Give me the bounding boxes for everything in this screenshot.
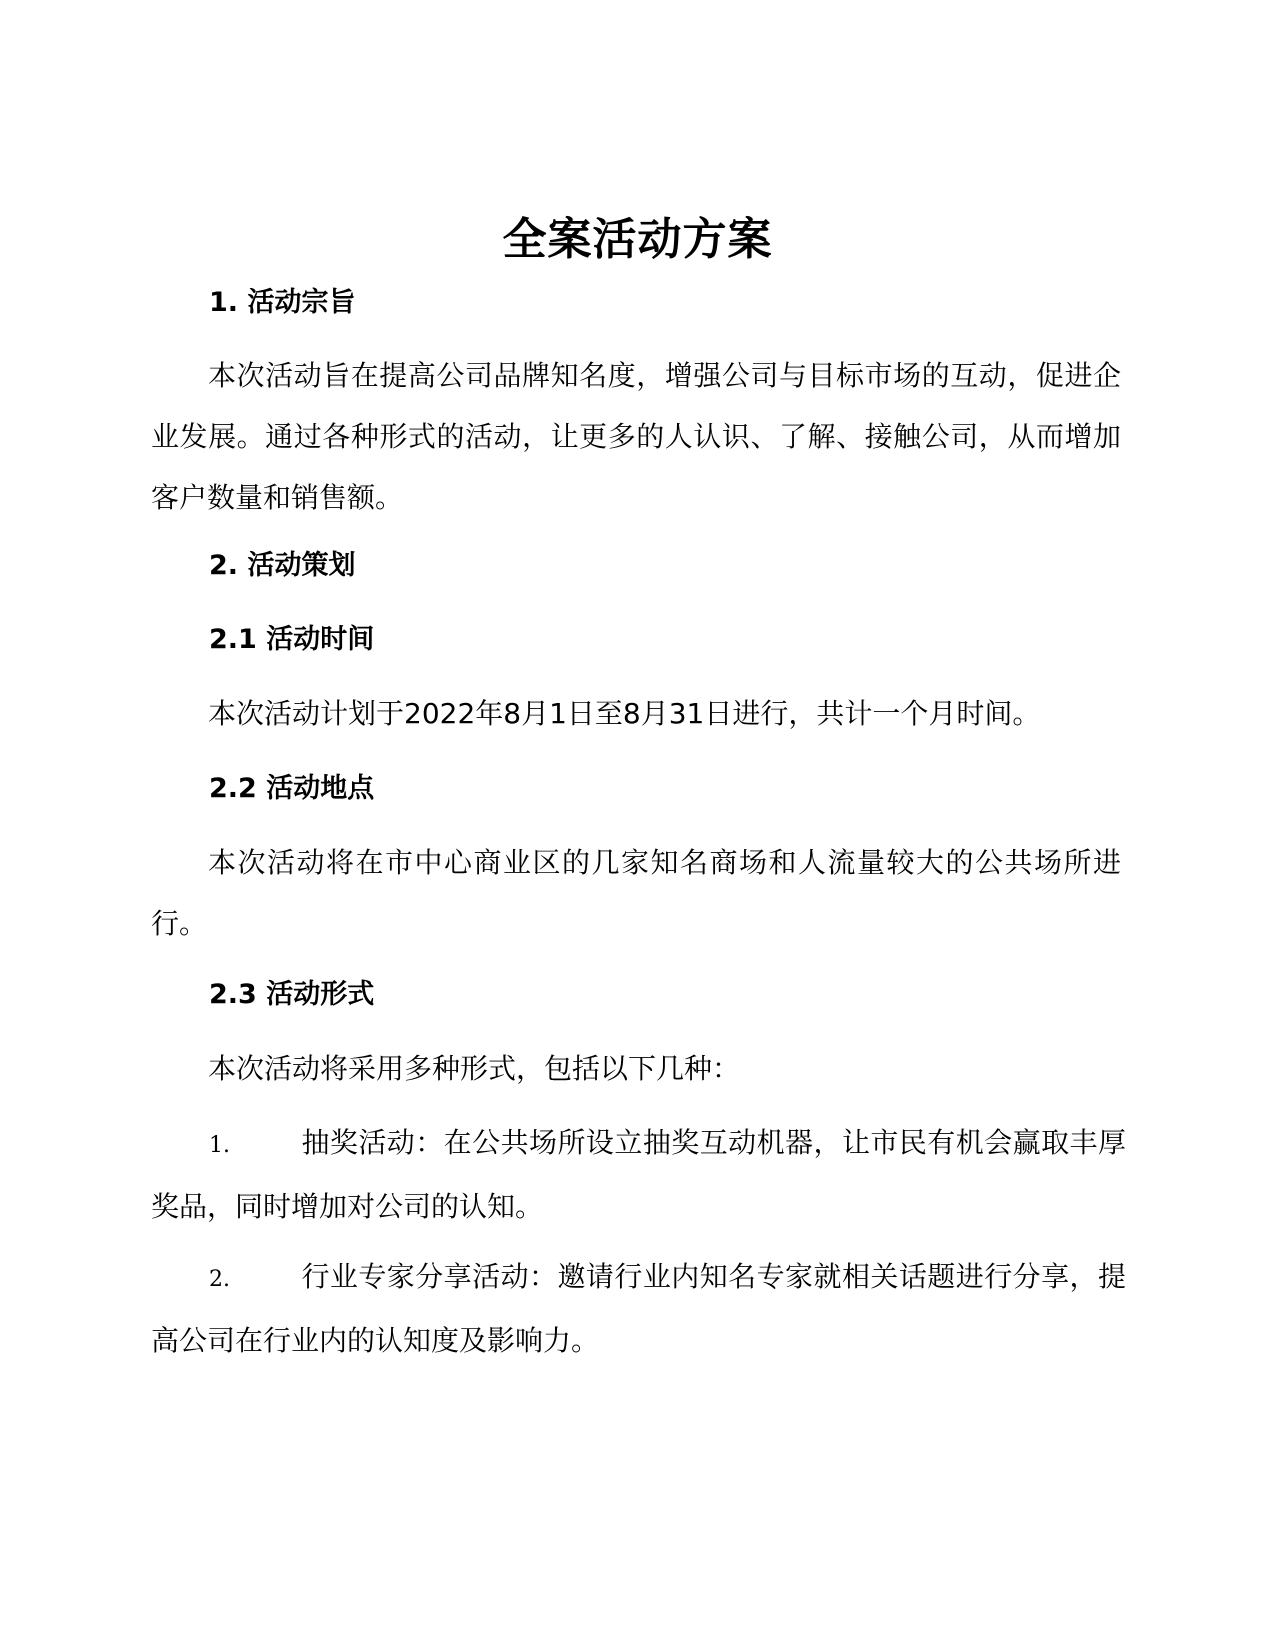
- list-item-text: 行业专家分享活动：邀请行业内知名专家就相关话题进行分享，提高公司在行业内的认知度及影响力。: [151, 1260, 1126, 1357]
- section-heading-format: 2.3 活动形式: [209, 979, 375, 1010]
- paragraph-purpose: 本次活动旨在提高公司品牌知名度，增强公司与目标市场的互动，促进企业发展。通过各种形式的活动，让更多的人认识、了解、接触公司，从而增加客户数量和销售额。: [151, 359, 1121, 514]
- paragraph-format-intro: 本次活动将采用多种形式，包括以下几种：: [208, 1052, 741, 1085]
- list-item: [151, 1246, 1126, 1371]
- list-item-number: 2.: [209, 1267, 230, 1292]
- section-heading-planning: 2. 活动策划: [209, 550, 356, 581]
- section-heading-location: 2.2 活动地点: [209, 773, 375, 804]
- list-item: [151, 1112, 1126, 1237]
- document-title: 全案活动方案: [502, 214, 773, 265]
- section-heading-purpose: 1. 活动宗旨: [209, 287, 356, 318]
- list-item-text: 抽奖活动：在公共场所设立抽奖互动机器，让市民有机会赢取丰厚奖品，同时增加对公司的认知。: [151, 1126, 1126, 1223]
- paragraph-location: 本次活动将在市中心商业区的几家知名商场和人流量较大的公共场所进行。: [151, 846, 1121, 940]
- list-item-number: 1.: [209, 1133, 230, 1158]
- paragraph-time: 本次活动计划于2022年8月1日至8月31日进行，共计一个月时间。: [208, 697, 1041, 730]
- section-heading-time: 2.1 活动时间: [209, 624, 375, 655]
